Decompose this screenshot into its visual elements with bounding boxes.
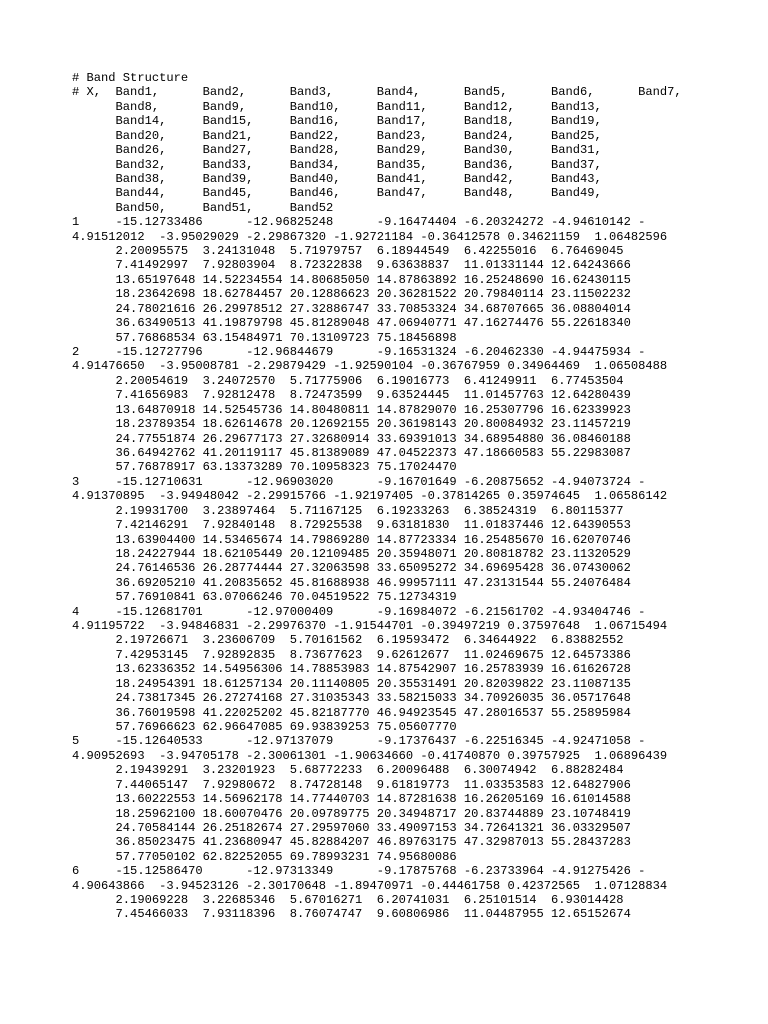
text-line: 57.76966623 62.96647085 69.93839253 75.05607770 [72, 719, 457, 734]
text-line: 13.62336352 14.54956306 14.78853983 14.87542907 16.25783939 16.61626728 [72, 662, 631, 677]
text-line: 24.70584144 26.25182674 27.29597060 33.49097153 34.72641321 36.03329507 [72, 820, 631, 835]
text-line: 4.90952693 -3.94705178 -2.30061301 -1.90634660 -0.41740870 0.39757925 1.06896439 [72, 748, 668, 763]
text-line: 36.76019598 41.22025202 45.82187770 46.94923545 47.28016537 55.25895984 [72, 705, 631, 720]
text-line: 4 -15.12681701 -12.97000409 -9.16984072 -6.21561702 -4.93404746 - [72, 604, 646, 619]
text-line: 2 -15.12727796 -12.96844679 -9.16531324 -6.20462330 -4.94475934 - [72, 345, 646, 360]
text-line: 36.69205210 41.20835652 45.81688938 46.99957111 47.23131544 55.24076484 [72, 575, 631, 590]
text-line: 13.65197648 14.52234554 14.80685050 14.87863892 16.25248690 16.62430115 [72, 272, 631, 287]
text-line: 18.25962100 18.60070476 20.09789775 20.34948717 20.83744889 23.10748419 [72, 806, 631, 821]
text-line: # Band Structure [72, 71, 189, 85]
text-line: 13.60222553 14.56962178 14.77440703 14.87281638 16.26205169 16.61014588 [72, 792, 631, 807]
band-structure-text [72, 71, 682, 922]
text-line: 36.63490513 41.19879798 45.81289048 47.06940771 47.16274476 55.22618340 [72, 316, 631, 331]
text-line: 3 -15.12710631 -12.96903020 -9.16701649 -6.20875652 -4.94073724 - [72, 474, 646, 489]
text-line: 57.76868534 63.15484971 70.13109723 75.18456898 [72, 330, 457, 345]
text-line: 57.76878917 63.13373289 70.10958323 75.17024470 [72, 460, 457, 475]
text-line: Band20, Band21, Band22, Band23, Band24, Band25, [72, 128, 602, 143]
text-line: Band32, Band33, Band34, Band35, Band36, Band37, [72, 157, 602, 172]
text-line: 7.41492997 7.92803904 8.72322838 9.63638837 11.01331144 12.64243666 [72, 258, 631, 273]
text-line: 2.20054619 3.24072570 5.71775906 6.19016773 6.41249911 6.77453504 [72, 373, 624, 388]
text-line: 7.42953145 7.92892835 8.73677623 9.62612677 11.02469675 12.64573386 [72, 647, 631, 662]
text-line: 24.73817345 26.27274168 27.31035343 33.58215033 34.70926035 36.05717648 [72, 691, 631, 706]
text-line: 4.91512012 -3.95029029 -2.29867320 -1.92721184 -0.36412578 0.34621159 1.06482596 [72, 229, 668, 244]
text-line: 36.64942762 41.20119117 45.81389089 47.04522373 47.18660583 55.22983087 [72, 445, 631, 460]
text-line: 2.19439291 3.23201923 5.68772233 6.20096488 6.30074942 6.88282484 [72, 763, 624, 778]
text-line: 4.91370895 -3.94948042 -2.29915766 -1.92197405 -0.37814265 0.35974645 1.06586142 [72, 489, 668, 504]
text-line: 1 -15.12733486 -12.96825248 -9.16474404 -6.20324272 -4.94610142 - [72, 215, 646, 230]
text-line: 6 -15.12586470 -12.97313349 -9.17875768 -6.23733964 -4.91275426 - [72, 864, 646, 879]
text-line: Band44, Band45, Band46, Band47, Band48, Band49, [72, 186, 602, 201]
text-line: 13.64870918 14.52545736 14.80480811 14.87829070 16.25307796 16.62339923 [72, 402, 631, 417]
text-line: 7.41656983 7.92812478 8.72473599 9.63524445 11.01457763 12.64280439 [72, 388, 631, 403]
text-line: Band38, Band39, Band40, Band41, Band42, Band43, [72, 171, 602, 186]
text-line: 18.24227944 18.62105449 20.12109485 20.35948071 20.80818782 23.11320529 [72, 546, 631, 561]
text-line: 24.78021616 26.29978512 27.32886747 33.70853324 34.68707665 36.08804014 [72, 301, 631, 316]
text-line: 36.85023475 41.23680947 45.82884207 46.89763175 47.32987013 55.28437283 [72, 835, 631, 850]
text-line: 57.77050102 62.82252055 69.78993231 74.95680086 [72, 849, 457, 864]
text-line: 24.77551874 26.29677173 27.32680914 33.69391013 34.68954880 36.08460188 [72, 431, 631, 446]
text-line: 2.19069228 3.22685346 5.67016271 6.20741031 6.25101514 6.93014428 [72, 893, 624, 908]
text-line: 4.90643866 -3.94523126 -2.30170648 -1.89470971 -0.44461758 0.42372565 1.07128834 [72, 878, 668, 893]
text-line: 2.20095575 3.24131048 5.71979757 6.18944549 6.42255016 6.76469045 [72, 244, 624, 259]
text-line: 24.76146536 26.28774444 27.32063598 33.65095272 34.69695428 36.07430062 [72, 561, 631, 576]
text-line: # X, Band1, Band2, Band3, Band4, Band5, Band6, Band7, [72, 85, 682, 100]
text-line: 18.23642698 18.62784457 20.12886623 20.36281522 20.79840114 23.11502232 [72, 287, 631, 302]
text-line: 2.19931700 3.23897464 5.71167125 6.19233263 6.38524319 6.80115377 [72, 503, 624, 518]
text-line: Band26, Band27, Band28, Band29, Band30, Band31, [72, 143, 602, 158]
text-line: 4.91476650 -3.95008781 -2.29879429 -1.92590104 -0.36767959 0.34964469 1.06508488 [72, 359, 668, 374]
text-line: 5 -15.12640533 -12.97137079 -9.17376437 -6.22516345 -4.92471058 - [72, 734, 646, 749]
text-line: Band8, Band9, Band10, Band11, Band12, Band13, [72, 99, 602, 114]
text-line: 2.19726671 3.23606709 5.70161562 6.19593472 6.34644922 6.83882552 [72, 633, 624, 648]
text-line: Band14, Band15, Band16, Band17, Band18, Band19, [72, 114, 602, 129]
text-line: 18.23789354 18.62614678 20.12692155 20.36198143 20.80084932 23.11457219 [72, 417, 631, 432]
text-line: Band50, Band51, Band52 [72, 200, 334, 215]
text-line: 18.24954391 18.61257134 20.11140805 20.35531491 20.82039822 23.11087135 [72, 676, 631, 691]
text-line: 57.76910841 63.07066246 70.04519522 75.12734319 [72, 590, 457, 605]
text-line: 7.45466033 7.93118396 8.76074747 9.60806986 11.04487955 12.65152674 [72, 907, 631, 922]
text-line: 7.42146291 7.92840148 8.72925538 9.63181830 11.01837446 12.64390553 [72, 518, 631, 533]
text-line: 13.63904400 14.53465674 14.79869280 14.87723334 16.25485670 16.62070746 [72, 532, 631, 547]
text-line: 7.44065147 7.92980672 8.74728148 9.61819773 11.03353583 12.64827906 [72, 777, 631, 792]
text-line: 4.91195722 -3.94846831 -2.29976370 -1.91544701 -0.39497219 0.37597648 1.06715494 [72, 619, 668, 634]
